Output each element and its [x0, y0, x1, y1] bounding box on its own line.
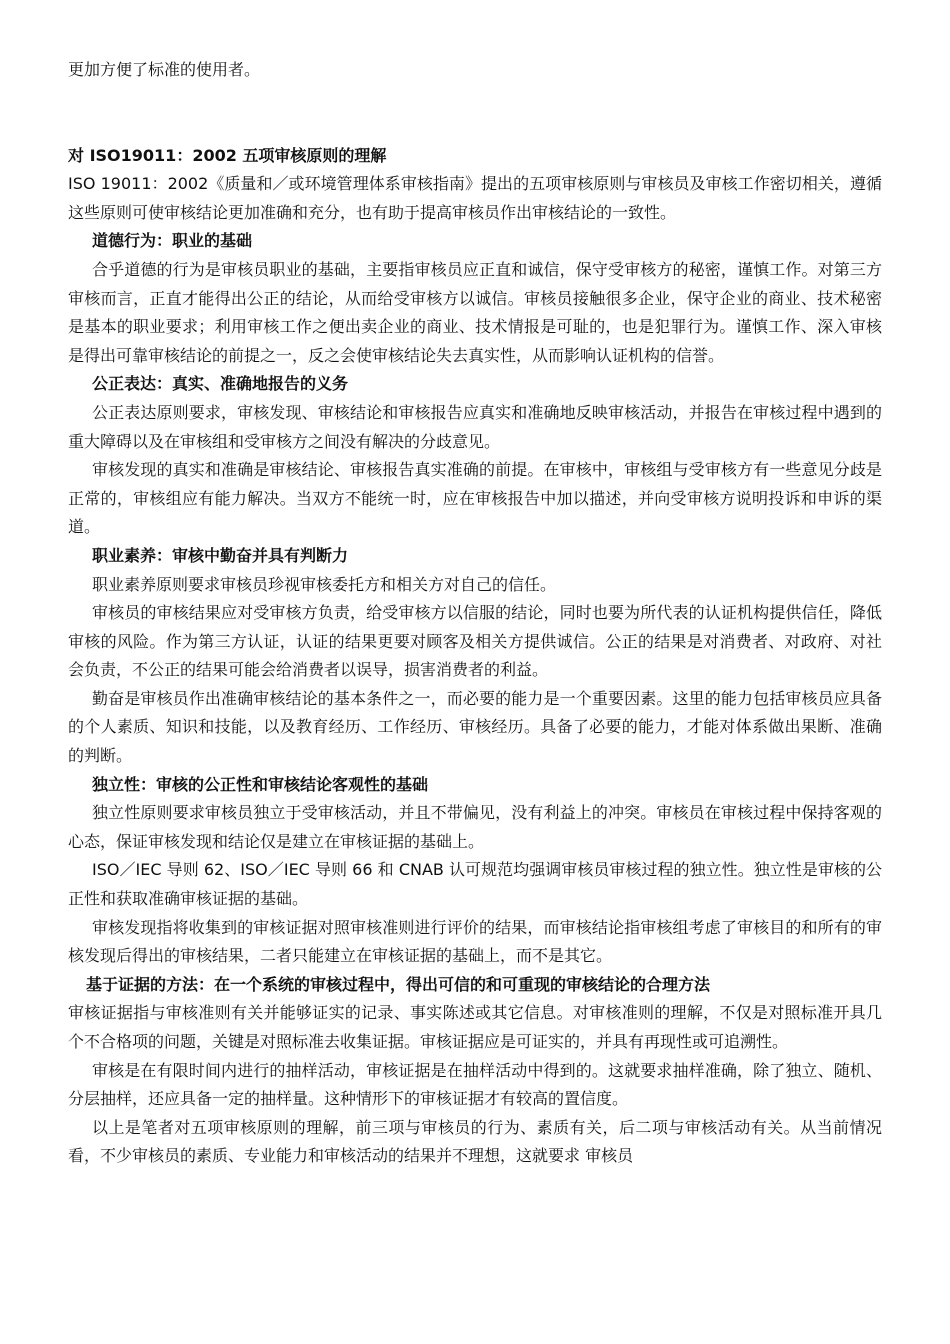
body-paragraph: 审核是在有限时间内进行的抽样活动，审核证据是在抽样活动中得到的。这就要求抽样准确，除了独立、随机、分层抽样，还应具备一定的抽样量。这种情形下的审核证据才有较高的置信度。	[68, 1060, 882, 1109]
section-heading-professional-care: 职业素养：审核中勤奋并具有判断力	[92, 545, 349, 565]
paragraph-gap	[68, 85, 882, 142]
body-paragraph: 审核发现指将收集到的审核证据对照审核准则进行评价的结果，而审核结论指审核组考虑了审核目的和所有的审核发现后得出的审核结果，二者只能建立在审核证据的基础上，而不是其它。	[68, 917, 882, 966]
body-paragraph: ISO／IEC 导则 62、ISO／IEC 导则 66 和 CNAB 认可规范均强调审核员审核过程的独立性。独立性是审核的公正性和获取准确审核证据的基础。	[68, 860, 882, 909]
body-paragraph: 职业素养原则要求审核员珍视审核委托方和相关方对自己的信任。	[92, 574, 557, 594]
section-heading-ethics: 道德行为：职业的基础	[92, 231, 253, 251]
intro-fragment: 更加方便了标准的使用者。	[68, 60, 261, 79]
document-title: 对 ISO19011：2002 五项审核原则的理解	[68, 145, 387, 165]
section-heading-evidence-based: 基于证据的方法：在一个系统的审核过程中，得出可信的和可重现的审核结论的合理方法	[86, 974, 711, 994]
body-paragraph: 审核证据指与审核准则有关并能够证实的记录、事实陈述或其它信息。对审核准则的理解，不仅是对照标准开具几个不合格项的问题，关键是对照标准去收集证据。审核证据应是可证实的，并具有再现性或可追溯性。	[68, 1003, 882, 1051]
section-heading-fair-presentation: 公正表达：真实、准确地报告的义务	[92, 374, 349, 394]
intro-paragraph: ISO 19011：2002《质量和／或环境管理体系审核指南》提出的五项审核原则与审核员及审核工作密切相关，遵循这些原则可使审核结论更加准确和充分，也有助于提高审核员作出审核结论的一致性。	[68, 174, 882, 222]
section-heading-independence: 独立性：审核的公正性和审核结论客观性的基础	[92, 774, 429, 794]
body-paragraph: 勤奋是审核员作出准确审核结论的基本条件之一，而必要的能力是一个重要因素。这里的能力包括审核员应具备的个人素质、知识和技能，以及教育经历、工作经历、审核经历。具备了必要的能力，才能对体系做出果断、准确的判断。	[68, 688, 882, 766]
body-paragraph: 以上是笔者对五项审核原则的理解，前三项与审核员的行为、素质有关，后二项与审核活动有关。从当前情况看，不少审核员的素质、专业能力和审核活动的结果并不理想，这就要求 审核员	[68, 1117, 882, 1166]
body-paragraph: 独立性原则要求审核员独立于受审核活动，并且不带偏见，没有利益上的冲突。审核员在审核过程中保持客观的心态，保证审核发现和结论仅是建立在审核证据的基础上。	[68, 803, 882, 851]
body-paragraph: 审核员的审核结果应对受审核方负责，给受审核方以信服的结论，同时也要为所代表的认证机构提供信任，降低审核的风险。作为第三方认证，认证的结果更要对顾客及相关方提供诚信。公正的结果是对消费者、对政府、对社会负责，不公正的结果可能会给消费者以误导，损害消费者的利益。	[68, 603, 882, 680]
body-paragraph: 公正表达原则要求，审核发现、审核结论和审核报告应真实和准确地反映审核活动，并报告在审核过程中遇到的重大障碍以及在审核组和受审核方之间没有解决的分歧意见。	[68, 402, 882, 451]
document-page	[68, 56, 882, 1171]
body-paragraph: 合乎道德的行为是审核员职业的基础，主要指审核员应正直和诚信，保守受审核方的秘密，谨慎工作。对第三方审核而言，正直才能得出公正的结论，从而给受审核方以诚信。审核员接触很多企业，保守企业的商业、技术秘密是基本的职业要求；利用审核工作之便出卖企业的商业、技术情报是可耻的，也是犯罪行为。谨慎工作、深入审核是得出可靠审核结论的前提之一，反之会使审核结论失去真实性，从而影响认证机构的信誉。	[68, 259, 882, 365]
body-paragraph: 审核发现的真实和准确是审核结论、审核报告真实准确的前提。在审核中，审核组与受审核方有一些意见分歧是正常的，审核组应有能力解决。当双方不能统一时，应在审核报告中加以描述，并向受审核方说明投诉和申诉的渠道。	[68, 460, 882, 537]
